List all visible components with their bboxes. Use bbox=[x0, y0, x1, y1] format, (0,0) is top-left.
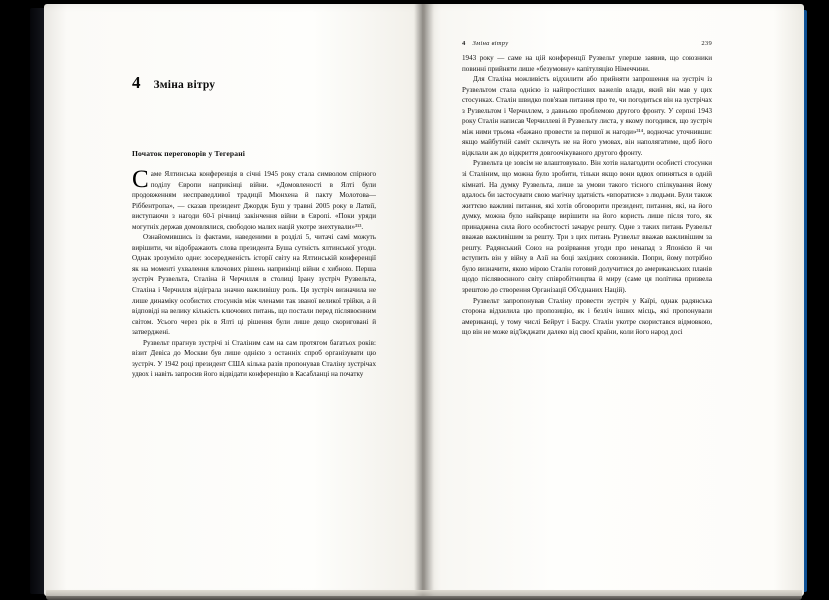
chapter-heading bbox=[132, 74, 376, 91]
chapter-title: Зміна вітру bbox=[153, 79, 216, 91]
paragraph: Рузвельт прагнув зустрічі зі Сталіним сам на сам протягом багатьох років: візит Девіса до Москви був лише однією з останніх спроб організувати цю зустріч. У 1942 році президент США кілька разів пропонував Сталіну зустрічах удвох і навіть запросив його відвідати конференцію в Касабланці на початку bbox=[132, 338, 376, 379]
paragraph: 1943 року — саме на цій конференції Рузвельт уперше заявив, що союзники повинні прийняти лише «безумовну» капітуляцію Німеччини. bbox=[462, 54, 712, 73]
page-number: 239 bbox=[701, 40, 712, 47]
paragraph: Для Сталіна можливість відхилити або прийняти запрошення на зустріч із Рузвельтом стала однією із найпростіших важелів влади, який він мав у цих стосунках. Сталін швидко пов'язав питання про те, чи погодиться він на зустрічах з Рузвельтом і Черчиллем, з давньою проблемою другого фронту. У серпні 1943 року Сталін написав Черчиллеві й Рузвельту листа, у якому погодився, що зустріч між ними трьома «бажано провести за першої ж нагоди»³¹⁴, водночас уточнивши: якщо майбутній саміт скличуть не на його умовах, він наполягатиме, щоб його відклали аж до відкриття довгоочікуваного другого фронту. bbox=[462, 75, 712, 157]
running-head-title: Зміна вітру bbox=[472, 40, 509, 47]
chapter-number: 4 bbox=[132, 73, 141, 92]
page-right-content bbox=[462, 40, 712, 556]
running-head-chapter-number: 4 bbox=[462, 40, 466, 47]
page-edge bbox=[46, 590, 802, 600]
paragraph: Саме Ялтинська конференція в січні 1945 року стала символом спірного поділу Європи наприкінці війни. «Домовленості в Ялті були продовженням несправедливої традиції Мюнхена й пакту Молотова—Ріббентропа», — сказав президент Джордж Буш у травні 2005 року в Латвії, виступаючи з нагоди 60-ї річниці закінчення війни в Європі. «Поки уряди могутніх держав домовлялися, свободою малих націй укотре знехтували»³¹³. bbox=[132, 166, 376, 231]
section-heading: Початок переговорів у Тегерані bbox=[132, 149, 246, 158]
page-left-content bbox=[132, 56, 376, 556]
open-pages bbox=[44, 4, 804, 596]
paragraph: Ознайомившись із фактами, наведеними в розділі 5, читачі самі можуть вирішити, чи відображають слова президента Буша сутність ялтинської угоди. Однак зрозуміло одне: зосередженість історії світу на Ялтинській конференції як на моменті ухвалення ключових рішень наприкінці війни є хибною. Перша зустріч Рузвельта, Сталіна й Черчилля в столиці Ірану зустріч Рузвельта, Сталіна і Черчилля відіграла значно важливішу роль. Ця зустріч визначила не лише динаміку особистих стосунків між членами так званої великої трійки, а й відповіді на велику кількість ключових питань, що постали перед післявоєнним світом. Усього через рік в Ялті ці рішення були лише дещо скориговані й затверджені. bbox=[132, 233, 376, 337]
paragraph: Рузвельт запропонував Сталіну провести зустріч у Каїрі, однак радянська сторона відхилила цю пропозицію, як і безліч інших місць, які пропонували американці, у тому числі Бейрут і Басру. Сталін укотре скористався відмовкою, що він не може від'їжджати далеко від своєї країни, коли його народ досі bbox=[462, 296, 712, 337]
page-left bbox=[44, 4, 426, 596]
page-right bbox=[422, 4, 804, 596]
paragraph: Рузвельта це зовсім не влаштовувало. Він хотів налагодити особисті стосунки зі Сталіним, що можна було зробити, тільки якщо вони вдвох опиняться в одній кімнаті. На думку Рузвельта, лише за умови такого тісного спілкування йому вдалось би застосувати свою магічну здатність «впоратися» з людьми. Були також життєво важливі питання, які хотів обговорити президент, питання, які, на його думку, можна було найкраще вирішити на його користь лише після того, як принаджена сила його особистості зачарує решту. Одне з таких питань Рузвельт вважав важливішим за решту. Три з цих питань Рузвельт вважав важливішим за решту. Радянський Союз на розірвання угоди про ненапад з Японією й чи вступить він у війну в Азії на боці західних союзників. Попри, йому потрібно було визначити, якою мірою Сталін готовий долучитися до американських планів щодо післявоєнного світу співробітництва й миру (саме ця політика призвела зрештою до створення Організації Об'єднаних Націй). bbox=[462, 159, 712, 295]
running-head bbox=[462, 40, 712, 47]
